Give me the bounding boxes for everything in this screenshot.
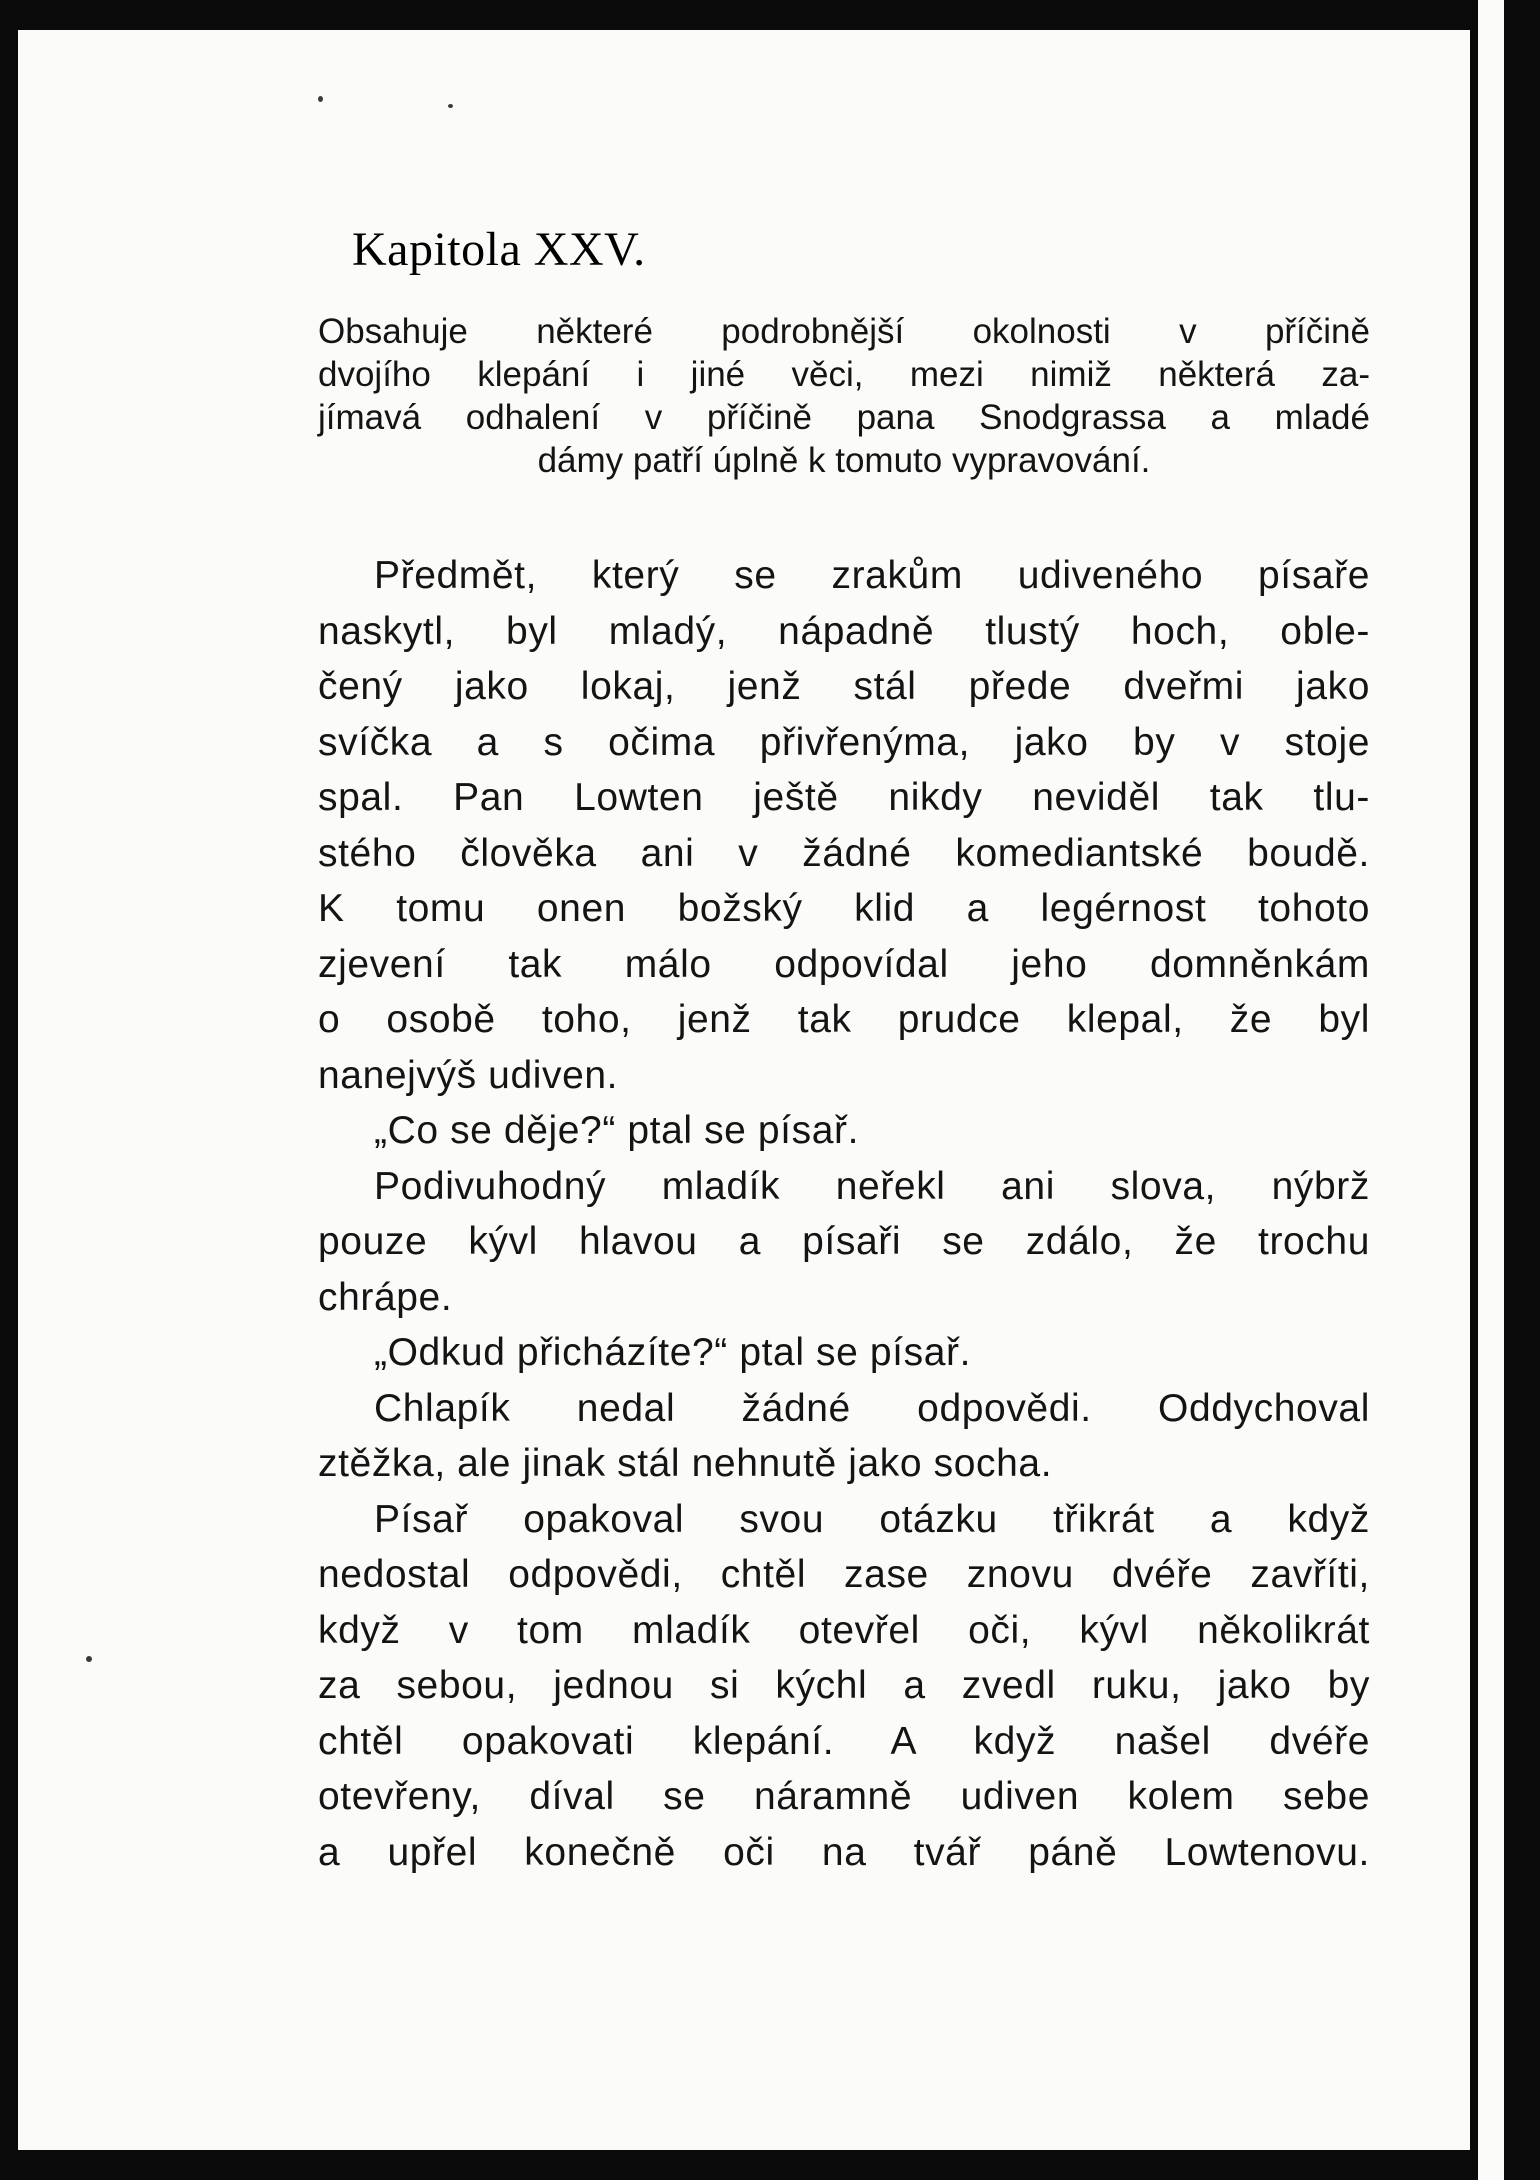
paragraph	[318, 548, 1370, 1103]
speck-mark	[318, 96, 323, 102]
text-line: stého člověka ani v žádné komediantské boudě.	[318, 831, 1370, 875]
text-line: když v tom mladík otevřel oči, kývl několikrát	[318, 1608, 1370, 1652]
text-line: Chlapík nedal žádné odpovědi. Oddychoval	[374, 1386, 1370, 1430]
text-line: pouze kývl hlavou a písaři se zdálo, že trochu	[318, 1220, 1370, 1263]
text-line: chtěl opakovati klepání. A když našel dvéře	[318, 1719, 1370, 1763]
paragraph	[318, 1159, 1370, 1326]
speck-mark	[86, 1656, 92, 1662]
summary-line: jímavá odhalení v příčině pana Snodgrassa a mladé	[318, 398, 1370, 437]
paragraph	[318, 1381, 1370, 1492]
text-line: zjevení tak málo odpovídal jeho domněnkám	[318, 942, 1370, 986]
text-line: Předmět, který se zrakům udiveného písaře	[374, 554, 1370, 597]
summary-line: Obsahuje některé podrobnější okolnosti v příčině	[318, 312, 1370, 351]
text-line: chrápe.	[318, 1275, 453, 1319]
text-line: naskytl, byl mladý, nápadně tlustý hoch, oble-	[318, 609, 1370, 653]
text-line: spal. Pan Lowten ještě nikdy neviděl tak tlu-	[318, 776, 1370, 819]
paragraph	[318, 1325, 1370, 1381]
text-line: o osobě toho, jenž tak prudce klepal, že byl	[318, 998, 1370, 1041]
text-line: za sebou, jednou si kýchl a zvedl ruku, jako by	[318, 1664, 1370, 1707]
text-line: a upřel konečně oči na tvář páně Lowtenovu.	[318, 1830, 1370, 1874]
text-line: čený jako lokaj, jenž stál přede dveřmi jako	[318, 665, 1370, 708]
text-line: Písař opakoval svou otázku třikrát a když	[374, 1497, 1370, 1541]
text-line: „Odkud přicházíte?“ ptal se písař.	[374, 1331, 972, 1374]
text-line: nedostal odpovědi, chtěl zase znovu dvéře zavříti,	[318, 1553, 1370, 1596]
text-line: „Co se děje?“ ptal se písař.	[374, 1109, 860, 1152]
chapter-title: Kapitola XXV.	[352, 223, 646, 276]
text-line: svíčka a s očima přivřenýma, jako by v stoje	[318, 720, 1370, 764]
text-line: ztěžka, ale jinak stál nehnutě jako socha.	[318, 1442, 1053, 1485]
text-line: Podivuhodný mladík neřekl ani slova, nýbrž	[374, 1164, 1370, 1208]
summary-line: dámy patří úplně k tomuto vypravování.	[537, 441, 1151, 480]
speck-mark	[448, 104, 453, 108]
summary-line: dvojího klepání i jiné věci, mezi nimiž některá za-	[318, 355, 1370, 394]
paragraph	[318, 1492, 1370, 1881]
chapter-summary	[318, 310, 1370, 482]
text-line: otevřeny, díval se náramně udiven kolem sebe	[318, 1775, 1370, 1818]
chapter-body	[318, 548, 1370, 1880]
text-line: nanejvýš udiven.	[318, 1053, 619, 1097]
adjacent-page-edge	[1478, 0, 1504, 2180]
paragraph	[318, 1103, 1370, 1159]
text-line: K tomu onen božský klid a legérnost tohoto	[318, 887, 1370, 930]
